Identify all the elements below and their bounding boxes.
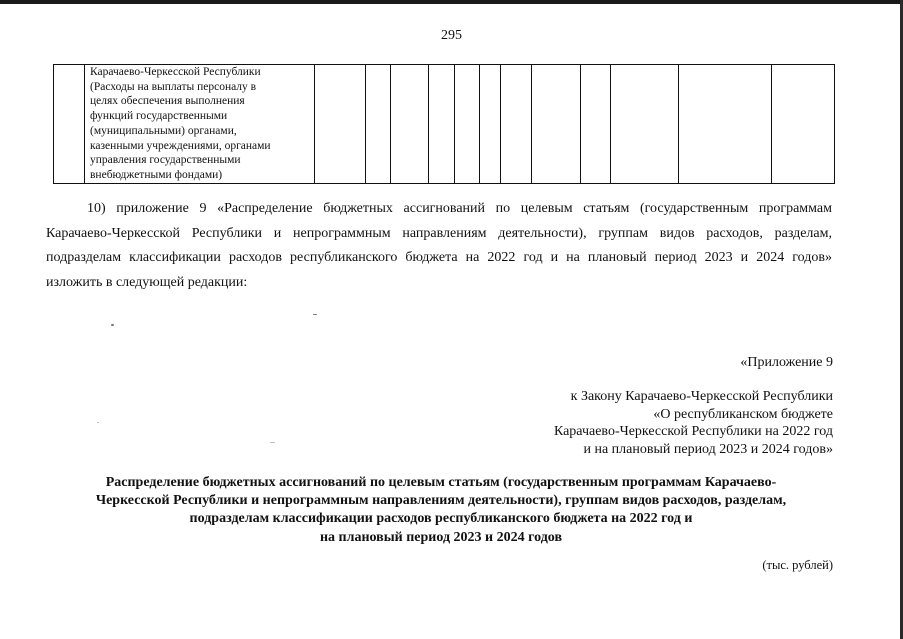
table-cell	[501, 65, 532, 184]
heading-line: подразделам классификации расходов республиканского бюджета на 2022 год и	[189, 511, 693, 527]
table-cell	[679, 65, 772, 184]
page-number: 295	[441, 28, 462, 43]
budget-table	[53, 64, 835, 184]
table-cell-number	[54, 65, 85, 184]
table-cell	[315, 65, 366, 184]
appendix-reference	[433, 354, 833, 458]
appendix-line: и на плановый период 2023 и 2024 годов»	[583, 441, 833, 457]
description-line: внебюджетными фондами)	[90, 168, 223, 181]
paragraph-line: изложить в следующей редакции:	[46, 274, 248, 290]
heading-line: на плановый период 2023 и 2024 годов	[319, 529, 563, 545]
appendix-line: к Закону Карачаево-Черкесской Республики	[570, 389, 833, 404]
description-line: Карачаево-Черкесской Республики	[90, 66, 261, 78]
description-line: управления государственными	[90, 154, 241, 167]
scan-speck	[97, 422, 99, 423]
table-cell	[366, 65, 391, 184]
scan-speck	[313, 314, 317, 315]
paragraph-line: 10) приложение 9 «Распределение бюджетных ассигнований по целевым статьям (государственным программам	[87, 201, 832, 216]
description-line: казенными учреждениями, органами	[90, 139, 271, 152]
heading-line: Распределение бюджетных ассигнований по целевым статьям (государственным программам Карачаево-	[105, 475, 777, 490]
table-row	[54, 65, 835, 184]
table-cell	[611, 65, 679, 184]
paragraph-line: подразделам классификации расходов республиканского бюджета на 2022 год и на плановый период 2023 и 2024 годов»	[46, 250, 832, 265]
appendix-line: «О республиканском бюджете	[653, 406, 833, 422]
heading-line: Черкесской Республики и непрограммным направлениям деятельности), группам видов расходов, разделам,	[95, 493, 787, 509]
table-cell-description	[85, 65, 315, 184]
document-heading	[46, 474, 836, 547]
description-line: функций государственными	[90, 110, 228, 123]
appendix-line: Карачаево-Черкесской Республики на 2022 год	[553, 424, 833, 439]
top-border	[0, 0, 903, 4]
table-cell	[480, 65, 501, 184]
table-cell	[391, 65, 429, 184]
description-line: (Расходы на выплаты персоналу в	[90, 80, 257, 93]
scan-speck	[111, 324, 114, 326]
paragraph-line: Карачаево-Черкесской Республики и непрограммным направлениям деятельности), группам видов расходов, разделам,	[46, 225, 832, 241]
table-cell	[532, 65, 581, 184]
table-cell	[429, 65, 455, 184]
table-cell	[455, 65, 480, 184]
scan-speck	[270, 442, 275, 443]
table-cell	[772, 65, 835, 184]
table-cell	[581, 65, 611, 184]
units-label: (тыс. рублей)	[762, 558, 833, 572]
description-line: (муниципальными) органами,	[90, 124, 237, 137]
description-line: целях обеспечения выполнения	[90, 95, 245, 108]
appendix-title: «Приложение 9	[740, 355, 833, 370]
amendment-paragraph	[46, 197, 832, 295]
